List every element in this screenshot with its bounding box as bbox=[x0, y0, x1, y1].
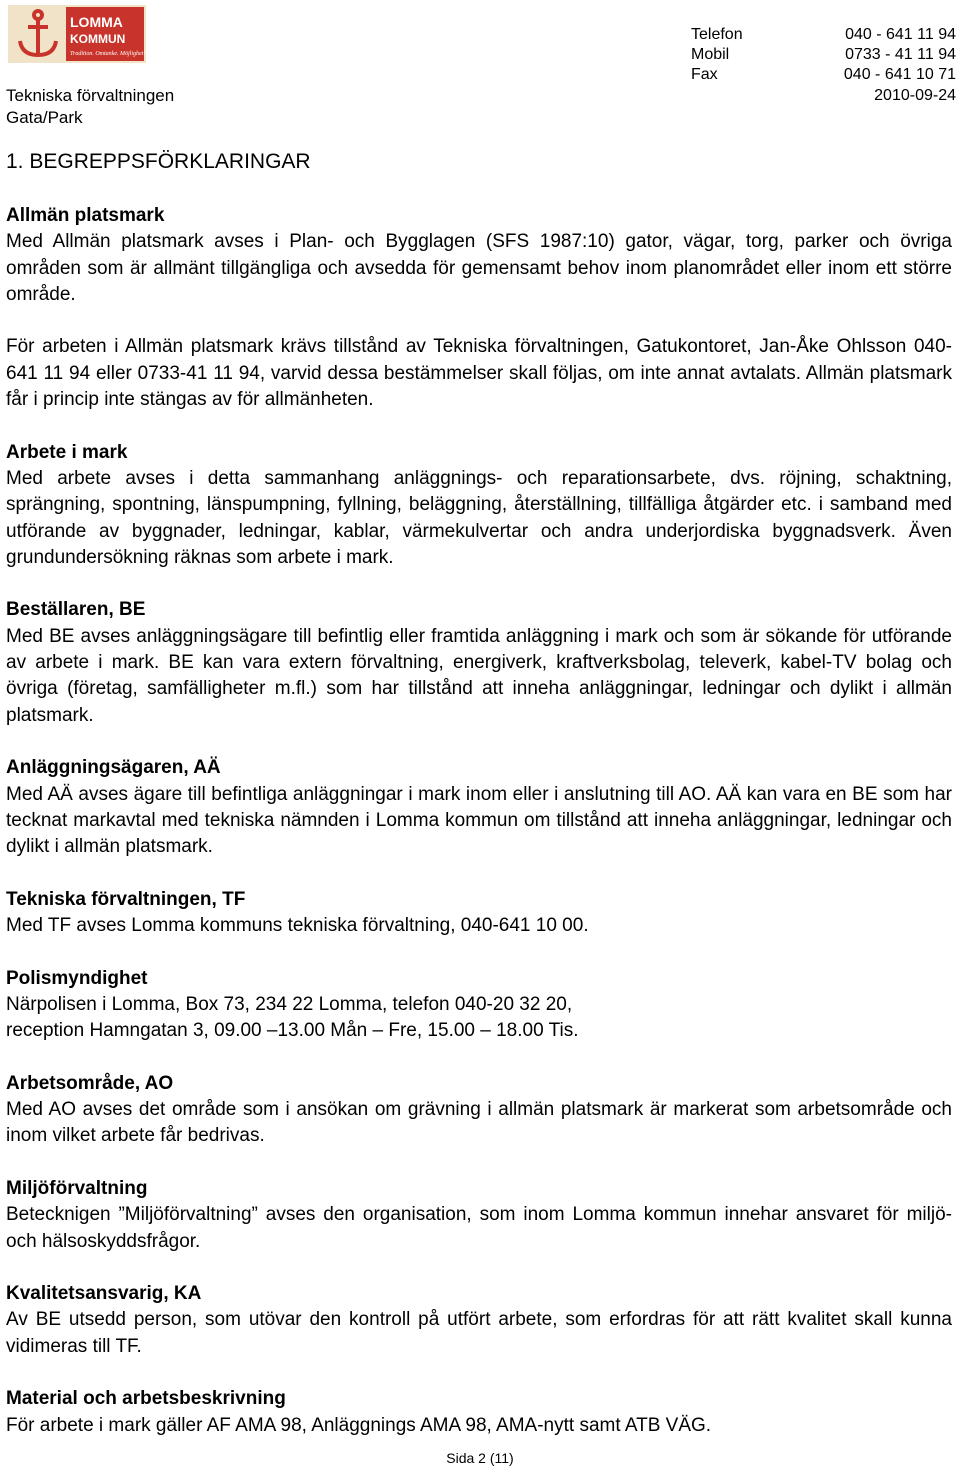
section-heading: Tekniska förvaltningen, TF bbox=[6, 888, 246, 910]
section-text: För arbeten i Allmän platsmark krävs tillstånd av Tekniska förvaltningen, Gatukontoret, Jan-Åke Ohlsson 040-641 11 94 eller 0733-41 11 94, varvid dessa bestämmelser skall följas, om inte annat avtalats. Allmän platsmark får i princip inte stängas av för allmänheten. bbox=[6, 336, 952, 411]
contact-row-fax bbox=[691, 65, 956, 85]
section-heading: Polismyndighet bbox=[6, 967, 148, 989]
section-heading: Kvalitetsansvarig, KA bbox=[6, 1283, 202, 1305]
department-name: Tekniska förvaltningen bbox=[6, 86, 175, 105]
document-date: 2010-09-24 bbox=[874, 87, 956, 104]
contact-block bbox=[691, 25, 956, 85]
contact-label: Fax bbox=[691, 66, 718, 83]
document-body bbox=[6, 203, 952, 1439]
contact-value: 0733 - 41 11 94 bbox=[845, 46, 956, 63]
contact-row-phone bbox=[691, 25, 956, 45]
section-anlaggningsagaren bbox=[6, 755, 952, 860]
section-tillstand bbox=[6, 334, 952, 413]
section-text: Av BE utsedd person, som utövar den kontroll på utfört arbete, som erfordras för att rätt kvalitet skall kunna vidimeras till TF. bbox=[6, 1309, 952, 1357]
page-number: Sida 2 (11) bbox=[446, 1450, 514, 1466]
page-title: 1. BEGREPPSFÖRKLARINGAR bbox=[6, 150, 311, 173]
section-text: Med AO avses det område som i ansökan om grävning i allmän platsmark är markerat som arbetsområde och inom vilket arbete får bedrivas. bbox=[6, 1099, 952, 1147]
department-block bbox=[6, 85, 174, 129]
section-arbete-i-mark bbox=[6, 440, 952, 571]
section-material bbox=[6, 1386, 952, 1439]
section-bestallaren bbox=[6, 597, 952, 728]
section-heading: Arbetsområde, AO bbox=[6, 1072, 174, 1094]
svg-text:KOMMUN: KOMMUN bbox=[70, 32, 126, 46]
section-heading: Material och arbetsbeskrivning bbox=[6, 1388, 286, 1410]
section-heading: Miljöförvaltning bbox=[6, 1177, 148, 1199]
section-text: Med BE avses anläggningsägare till befintlig eller framtida anläggning i mark och som är sökande för utförande av arbete i mark. BE kan vara extern förvaltning, energiverk, kraftverksbolag, televerk, kabel-TV bolag och övriga (företag, samfälligheter m.fl.) som har tillstånd att inneha anläggningar, ledningar och dylikt i allmän platsmark. bbox=[6, 625, 952, 726]
section-text: Närpolisen i Lomma, Box 73, 234 22 Lomma, telefon 040-20 32 20, bbox=[6, 993, 573, 1015]
lomma-kommun-logo bbox=[8, 5, 146, 63]
contact-value: 040 - 641 10 71 bbox=[843, 66, 956, 83]
svg-text:LOMMA: LOMMA bbox=[70, 14, 123, 30]
section-arbetsomrade bbox=[6, 1071, 952, 1150]
section-text: Med AÄ avses ägare till befintliga anläggningar i mark inom eller i anslutning till AO. AÄ kan vara en BE som har tecknat markavtal med tekniska nämnden i Lomma kommun om tillstånd att inneha anläggningar, ledningar och dylikt i allmän platsmark. bbox=[6, 783, 952, 858]
contact-label: Telefon bbox=[691, 26, 743, 43]
section-heading: Beställaren, BE bbox=[6, 599, 146, 621]
section-text: Betecknigen ”Miljöförvaltning” avses den organisation, som inom Lomma kommun innehar ansvaret för miljö- och hälsoskyddsfrågor. bbox=[6, 1204, 952, 1252]
section-heading: Anläggningsägaren, AÄ bbox=[6, 757, 221, 779]
section-text: reception Hamngatan 3, 09.00 –13.00 Mån – Fre, 15.00 – 18.00 Tis. bbox=[6, 1020, 579, 1042]
contact-value: 040 - 641 11 94 bbox=[845, 26, 956, 43]
section-miljoforvaltning bbox=[6, 1176, 952, 1255]
section-allman-platsmark bbox=[6, 203, 952, 308]
unit-name: Gata/Park bbox=[6, 108, 83, 127]
section-polismyndighet bbox=[6, 966, 952, 1045]
section-kvalitetsansvarig bbox=[6, 1281, 952, 1360]
section-text: För arbete i mark gäller AF AMA 98, Anläggnings AMA 98, AMA-nytt samt ATB VÄG. bbox=[6, 1414, 712, 1436]
section-text: Med TF avses Lomma kommuns tekniska förvaltning, 040-641 10 00. bbox=[6, 915, 589, 937]
contact-row-mobile bbox=[691, 45, 956, 65]
section-tekniska-forvaltningen bbox=[6, 887, 952, 940]
svg-text:Tradition. Omtanke. Möjlighet!: Tradition. Omtanke. Möjlighet! bbox=[70, 51, 146, 57]
section-heading: Arbete i mark bbox=[6, 441, 128, 463]
section-text: Med Allmän platsmark avses i Plan- och Bygglagen (SFS 1987:10) gator, vägar, torg, parker och övriga områden som är allmänt tillgängliga och avsedda för gemensamt behov inom planområdet eller inom ett större område. bbox=[6, 231, 952, 305]
contact-label: Mobil bbox=[691, 46, 730, 63]
section-heading: Allmän platsmark bbox=[6, 205, 165, 226]
section-text: Med arbete avses i detta sammanhang anläggnings- och reparationsarbete, dvs. röjning, schaktning, sprängning, spontning, länspumpning, fyllning, beläggning, återställning, tillfälliga åtgärder etc. i samband med utförande av byggnader, ledningar, kablar, värmekulvertar och andra underjordiska byggnadsverk. Även grundundersökning räknas som arbete i mark. bbox=[6, 467, 952, 568]
